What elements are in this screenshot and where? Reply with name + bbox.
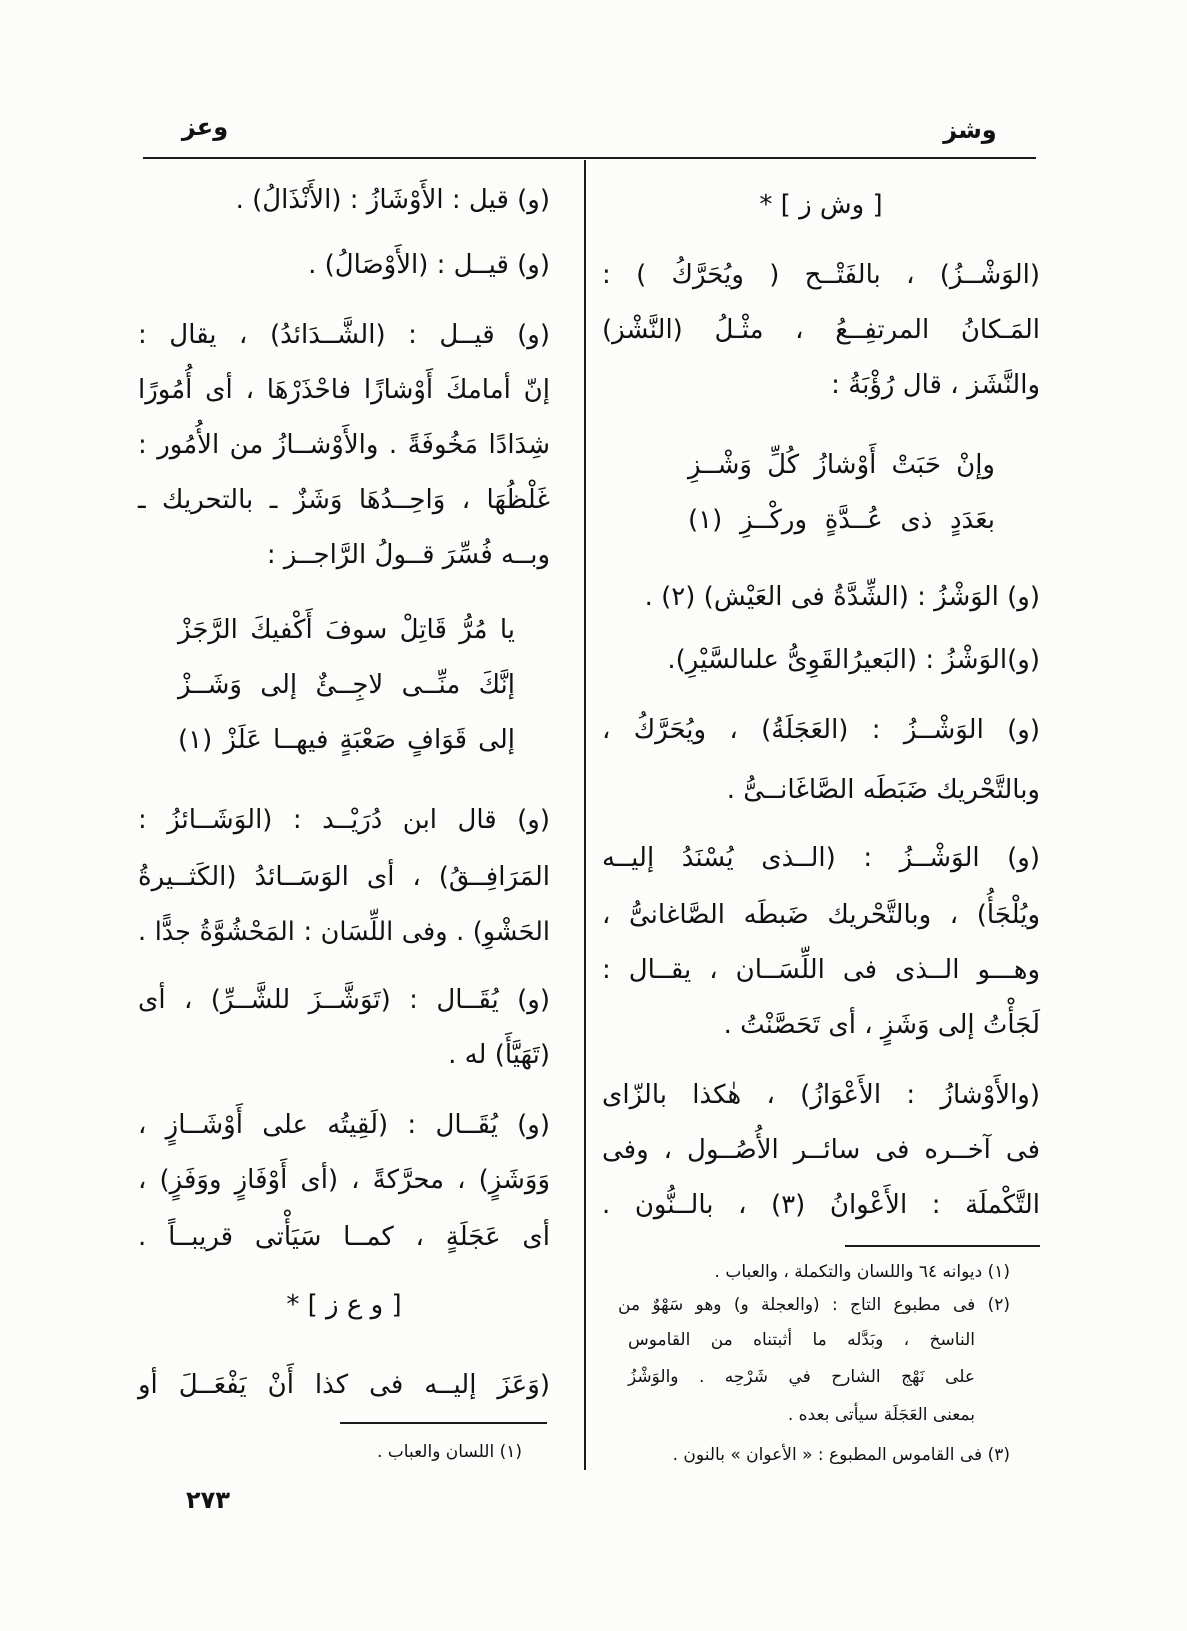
running-head-left: وعز xyxy=(181,113,229,141)
text-line: الحَشْوِ) . وفى اللِّسَان : المَحْشُوَّةُ جدًّا . xyxy=(138,917,550,947)
text-line: (و) قيــل : (الأَوْصَالُ) . xyxy=(308,250,550,280)
text-line: (و) قال ابن دُرَيْــد : (الوَشَــائزُ : xyxy=(138,805,550,835)
footnote: (١) اللسان والعباب . xyxy=(376,1442,522,1462)
footnote: على نَهْج الشارح في شَرْحِه . والوَشْزُ xyxy=(628,1367,975,1387)
text-line: وَوَشَزٍ) ، محرَّكةً ، (أى أَوْفَازٍ ووَفَزٍ) ، xyxy=(138,1165,550,1195)
footnote: الناسخ ، وبَدَّله ما أثبتناه من القاموس xyxy=(628,1330,975,1350)
text-line: (و) قيــل : (الشَّــدَائدُ) ، يقال : xyxy=(138,320,550,350)
entry-heading: [ و ع ز ] * xyxy=(286,1290,402,1320)
text-line: (الوَشْــزُ) ، بالفَتْــح ( ويُحَرَّكُ ) : xyxy=(602,260,1040,290)
text-line: وهـــو الــذى فى اللِّسَــان ، يقــال : xyxy=(602,955,1040,985)
footnote-rule xyxy=(845,1245,1040,1247)
footnote: (٣) فى القاموس المطبوع : « الأعوان » بالنون . xyxy=(672,1445,1010,1465)
running-head-right: وشز xyxy=(943,116,997,144)
text-line: (و) يُقَــال : (تَوَشَّــزَ للشَّــرِّ) ، أى xyxy=(138,985,550,1015)
page-number: ٢٧٣ xyxy=(186,1486,230,1514)
verse-line: وإنْ حَبَتْ أَوْشازُ كُلِّ وَشْــزِ xyxy=(688,450,995,480)
text-line: المَـكانُ المرتفِــعُ ، مثْـلُ (النَّشْز) xyxy=(602,315,1040,345)
text-line: فى آخــره فى سائــر الأُصُــول ، وفى xyxy=(602,1135,1040,1165)
text-line: (و) الوَشْــزُ : (العَجَلَةُ) ، ويُحَرَّكُ ، xyxy=(602,715,1040,745)
text-line: (و) قيل : الأَوْشَازُ : (الأَنْذَالُ) . xyxy=(235,185,550,215)
text-line: وبــه فُسِّرَ قــولُ الرَّاجــز : xyxy=(266,540,550,570)
text-line: (و) الوَشْــزُ : (الــذى يُسْنَدُ إليــه xyxy=(602,843,1040,873)
text-line: وبالتَّحْريك ضَبَطَه الصَّاغَانــىُّ . xyxy=(726,775,1040,805)
text-line: إنّ أمامكَ أَوْشازًا فاحْذَرْهَا ، أى أُمُورًا xyxy=(138,375,550,405)
verse-line: بعَدَدٍ ذى عُــدَّةٍ وركْــزِ (١) xyxy=(688,505,995,535)
text-line: (و) الوَشْزُ : (الشِّدَّةُ فى العَيْش) (٢) . xyxy=(644,582,1040,612)
footnote: (١) ديوانه ٦٤ واللسان والتكملة ، والعباب . xyxy=(714,1262,1010,1282)
text-line: (والأَوْشازُ : الأَعْوَازُ) ، هٰكذا بالزّاى xyxy=(602,1080,1040,1110)
text-line: غَلْظُهَا ، وَاحِــدُهَا وَشَزٌ ـ بالتحريك ـ xyxy=(138,485,550,515)
text-line: (تَهَيَّأَ) له . xyxy=(448,1040,550,1070)
text-line: (و)الوَشْزُ : (البَعيرُالقَوِىُّ علىالسَّيْرِ). xyxy=(667,645,1040,675)
text-line: (و) يُقَــال : (لَقِيتُه على أَوْشَــازٍ ، xyxy=(138,1110,550,1140)
footnote: (٢) فى مطبوع التاج : (والعجلة و) وهو سَهْوٌ من xyxy=(618,1295,1010,1315)
entry-heading: [ وش ز ] * xyxy=(759,190,883,220)
text-line: شِدَادًا مَخُوفَةً . والأَوْشــازُ من الأُمُور : xyxy=(138,430,550,460)
verse-line: يا مُرُّ قَاتِلْ سوفَ أَكْفيكَ الرَّجَزْ xyxy=(178,615,515,645)
footnote: بمعنى العَجَلَة سيأتى بعده . xyxy=(787,1405,975,1425)
text-line: التَّكْملَة : الأَعْوانُ (٣) ، بالــنُّون . xyxy=(602,1190,1040,1220)
text-line: ويُلْجَأُ) ، وبالتَّحْريك ضَبطَه الصَّاغانىُّ ، xyxy=(602,900,1040,930)
text-line: أى عَجَلَةٍ ، كمــا سَيَأْتى قريبــاً . xyxy=(138,1222,550,1252)
verse-line: إنَّكَ منِّــى لاجِــئٌ إلى وَشَــزْ xyxy=(178,670,515,700)
text-line: لَجَأْتُ إلى وَشَزٍ ، أى تَحَصَّنْتُ . xyxy=(723,1010,1040,1040)
column-divider xyxy=(584,160,586,1470)
text-line: والنَّشَز ، قال رُؤْبَةُ : xyxy=(831,370,1040,400)
footnote-rule xyxy=(340,1422,547,1424)
text-line: (وَعَزَ إليــه فى كذا أَنْ يَفْعَــلَ أو xyxy=(138,1370,550,1400)
text-line: المَرَافِــقُ) ، أى الوَسَــائدُ (الكَثــيرةُ xyxy=(138,862,550,892)
verse-line: إلى قَوَافٍ صَعْبَةٍ فيهــا عَلَزْ (١) xyxy=(178,725,515,755)
header-rule xyxy=(143,157,1036,159)
